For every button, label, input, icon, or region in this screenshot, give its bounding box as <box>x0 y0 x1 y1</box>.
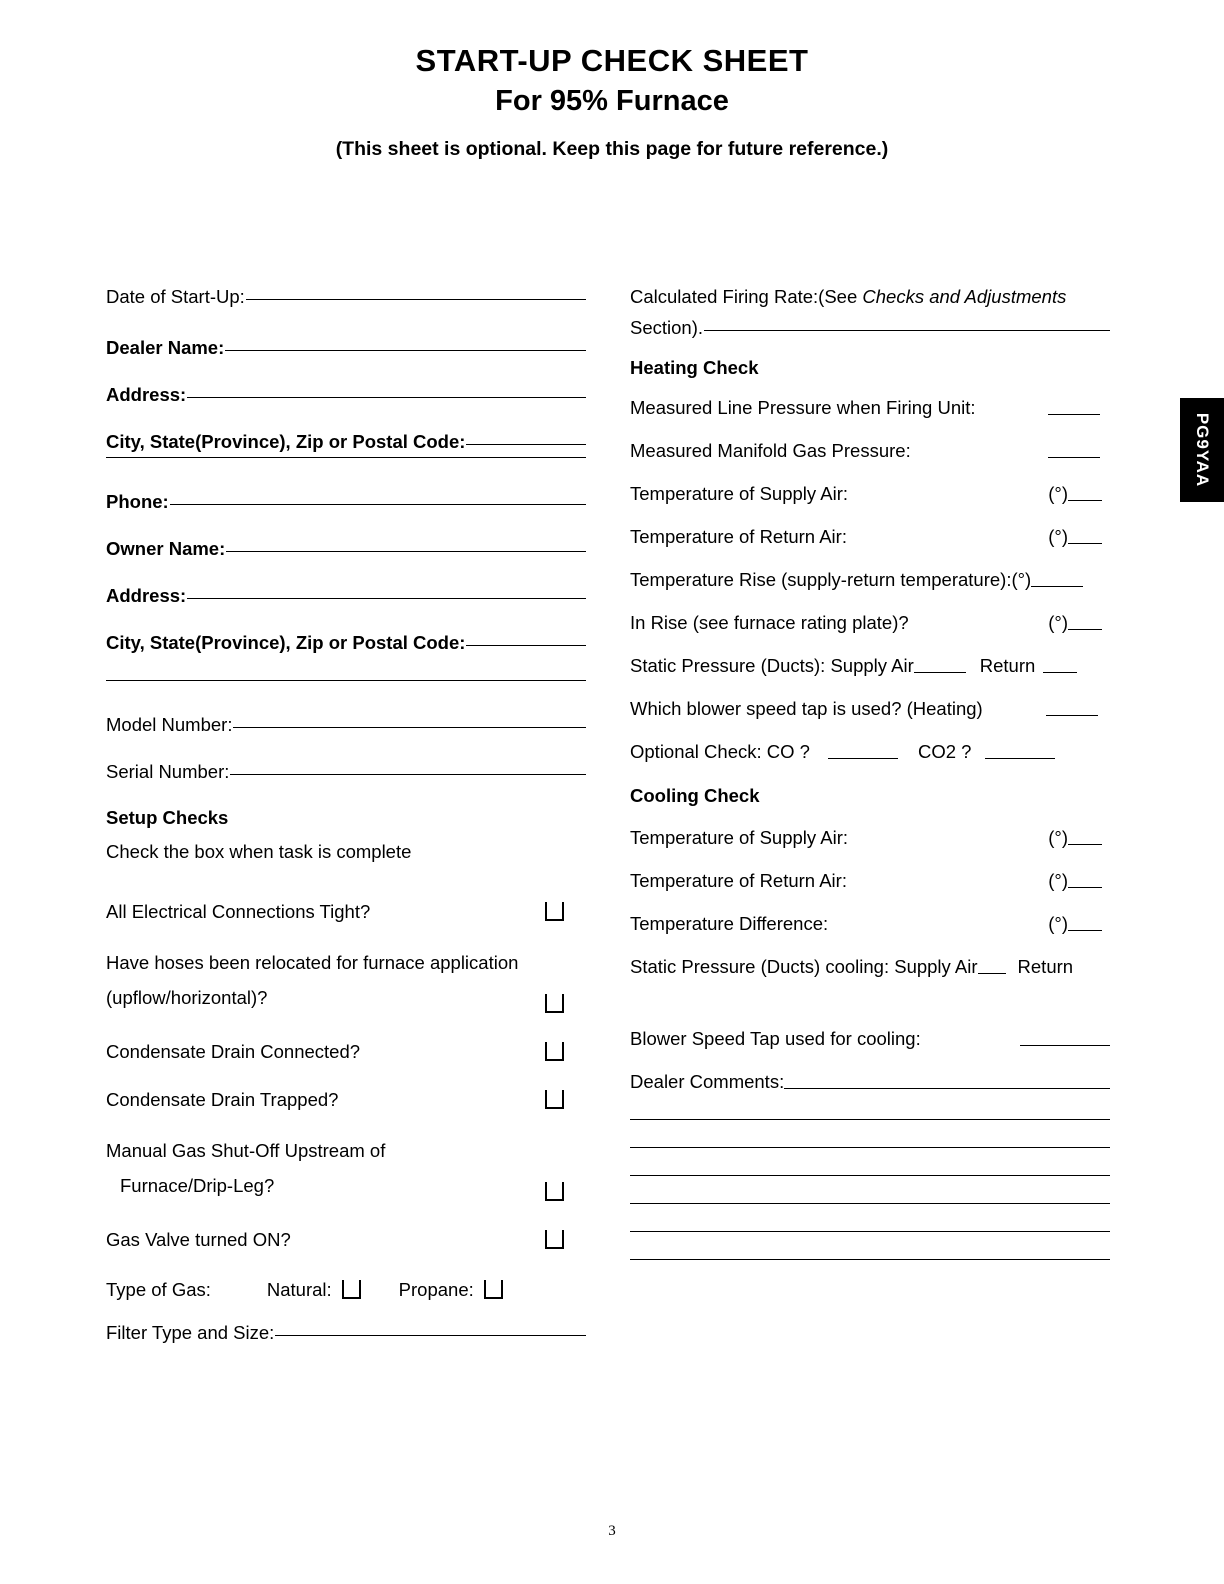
field-label: Temperature of Return Air: <box>630 525 847 547</box>
write-in-line[interactable] <box>1068 543 1102 544</box>
field-temperature-rise[interactable] <box>630 569 1110 591</box>
field-colon: : <box>162 490 169 512</box>
checkbox-natural-gas[interactable] <box>342 1280 361 1299</box>
write-in-line[interactable] <box>1048 414 1100 415</box>
field-cooling-return-air-temp[interactable] <box>630 870 1110 892</box>
check-condensate-drain-trapped[interactable] <box>106 1085 586 1111</box>
write-in-line[interactable] <box>1048 457 1100 458</box>
field-filter-type-size[interactable] <box>106 1321 586 1346</box>
degree-marker: (°) <box>1048 912 1068 934</box>
field-optional-check-co-co2[interactable] <box>630 741 1110 763</box>
checkbox[interactable] <box>545 1042 564 1061</box>
field-heating-supply-air-temp[interactable] <box>630 483 1110 505</box>
field-label: Static Pressure (Ducts): Supply Air <box>630 654 914 676</box>
field-label: Temperature Rise (supply-return temperature): <box>630 568 1012 590</box>
field-label: City, State(Province), Zip or Postal Code: <box>106 631 466 653</box>
write-in-line[interactable] <box>233 727 586 728</box>
check-label-line2: Furnace/Drip-Leg? <box>120 1175 275 1197</box>
field-calculated-firing-rate <box>630 285 1110 310</box>
cooling-check-heading: Cooling Check <box>630 784 760 806</box>
degree-marker: (°) <box>1048 826 1068 848</box>
return-label: Return <box>1017 955 1074 977</box>
comment-line[interactable] <box>630 1231 1110 1232</box>
field-label: In Rise (see furnace rating plate)? <box>630 611 909 633</box>
check-label-line1: Have hoses been relocated for furnace application <box>106 951 519 973</box>
firing-rate-label: Calculated Firing Rate:(See <box>630 286 863 307</box>
field-blower-speed-tap-cooling[interactable] <box>630 1028 1110 1050</box>
write-in-line[interactable] <box>1068 930 1102 931</box>
write-in-line[interactable] <box>1031 586 1083 587</box>
comment-line[interactable] <box>630 1119 1110 1120</box>
write-in-line[interactable] <box>466 444 586 445</box>
check-label: Gas Valve turned ON? <box>106 1229 291 1251</box>
firing-rate-label-line2: Section). <box>630 316 704 338</box>
page-note: (This sheet is optional. Keep this page for future reference.) <box>335 138 889 161</box>
field-label: Date of Start-Up: <box>106 286 245 307</box>
field-serial-number[interactable] <box>106 760 586 785</box>
write-in-line[interactable] <box>466 645 586 646</box>
field-dealer-city-state-zip[interactable] <box>106 430 586 455</box>
check-hoses-relocated[interactable] <box>106 945 586 1015</box>
field-colon: : <box>219 537 226 559</box>
page-subtitle: For 95% Furnace <box>495 84 729 117</box>
degree-marker: (°) <box>1048 869 1068 891</box>
field-label: Filter Type and Size: <box>106 1322 275 1344</box>
write-in-line[interactable] <box>1068 500 1102 501</box>
degree-marker: (°) <box>1048 611 1068 633</box>
write-in-line[interactable] <box>187 397 586 398</box>
write-in-line[interactable] <box>170 504 586 505</box>
check-electrical-connections[interactable] <box>106 897 586 923</box>
firing-rate-reference: Checks and Adjustments <box>862 286 1067 307</box>
write-in-line[interactable] <box>1046 715 1098 716</box>
field-type-of-gas[interactable] <box>106 1275 586 1301</box>
comment-line[interactable] <box>630 1147 1110 1148</box>
field-label: Temperature Difference: <box>630 912 829 934</box>
checkbox[interactable] <box>545 902 564 921</box>
write-in-line[interactable] <box>246 299 586 300</box>
return-label: Return <box>979 654 1036 676</box>
field-measured-line-pressure[interactable] <box>630 397 1110 419</box>
checkbox[interactable] <box>545 1230 564 1249</box>
degree-marker: (°) <box>1011 568 1032 590</box>
field-owner-address[interactable] <box>106 584 586 609</box>
page-number: 3 <box>608 1523 616 1539</box>
field-static-pressure-heating[interactable] <box>630 655 1110 677</box>
write-in-line[interactable] <box>704 330 1110 331</box>
write-in-line-continuation[interactable] <box>106 680 586 681</box>
check-label: Condensate Drain Trapped? <box>106 1088 339 1110</box>
write-in-line-co2[interactable] <box>985 758 1055 759</box>
field-heating-return-air-temp[interactable] <box>630 526 1110 548</box>
setup-checks-heading: Setup Checks <box>106 806 229 828</box>
field-label: Measured Line Pressure when Firing Unit: <box>630 396 976 418</box>
field-label: Phone <box>106 490 163 512</box>
field-label: Optional Check: CO ? <box>630 740 810 762</box>
field-label: Measured Manifold Gas Pressure: <box>630 439 911 461</box>
page-title: START-UP CHECK SHEET <box>415 43 809 78</box>
degree-marker: (°) <box>1048 525 1068 547</box>
write-in-line[interactable] <box>1068 844 1102 845</box>
field-static-pressure-cooling[interactable] <box>630 956 1110 978</box>
field-owner-city-state-zip[interactable] <box>106 631 586 656</box>
field-measured-manifold-pressure[interactable] <box>630 440 1110 462</box>
write-in-line-return[interactable] <box>1043 672 1077 673</box>
field-label: Static Pressure (Ducts) cooling: Supply Air <box>630 955 978 977</box>
gas-propane-label: Propane: <box>398 1279 474 1301</box>
field-label: Model Number: <box>106 713 233 735</box>
field-label: Temperature of Return Air: <box>630 869 847 891</box>
field-dealer-comments[interactable] <box>630 1071 1110 1093</box>
check-label: All Electrical Connections Tight? <box>106 900 371 922</box>
field-model-number[interactable] <box>106 713 586 738</box>
field-blower-speed-tap-heating[interactable] <box>630 698 1110 720</box>
check-condensate-drain-connected[interactable] <box>106 1037 586 1063</box>
field-label: Address <box>106 383 181 405</box>
field-in-rise[interactable] <box>630 612 1110 634</box>
write-in-line[interactable] <box>1068 629 1102 630</box>
field-label: Dealer Name <box>106 336 219 358</box>
checkbox-propane-gas[interactable] <box>484 1280 503 1299</box>
comment-line[interactable] <box>630 1203 1110 1204</box>
write-in-line-supply[interactable] <box>914 672 966 673</box>
write-in-line-supply[interactable] <box>978 973 1006 974</box>
field-label: Blower Speed Tap used for cooling: <box>630 1027 921 1049</box>
field-label: City, State(Province), Zip or Postal Code: <box>106 430 466 452</box>
left-column <box>106 285 586 1360</box>
field-label: Which blower speed tap is used? (Heating) <box>630 697 983 719</box>
degree-marker: (°) <box>1048 482 1068 504</box>
comment-line[interactable] <box>630 1259 1110 1260</box>
write-in-line[interactable] <box>226 551 586 552</box>
write-in-line-co[interactable] <box>828 758 898 759</box>
write-in-line[interactable] <box>1068 887 1102 888</box>
field-cooling-supply-air-temp[interactable] <box>630 827 1110 849</box>
side-tab-label: PG9YAA <box>1193 412 1212 488</box>
field-label: Serial Number: <box>106 760 230 782</box>
check-label-line1: Manual Gas Shut-Off Upstream of <box>106 1139 386 1161</box>
field-colon: : <box>180 383 187 405</box>
checkbox[interactable] <box>545 1182 564 1201</box>
field-date-of-startup[interactable] <box>106 285 586 310</box>
checkbox[interactable] <box>545 1090 564 1109</box>
write-in-line[interactable] <box>275 1335 586 1336</box>
field-phone[interactable] <box>106 490 586 515</box>
field-label: Temperature of Supply Air: <box>630 826 848 848</box>
field-label: Temperature of Supply Air: <box>630 482 848 504</box>
type-of-gas-label: Type of Gas: <box>106 1279 211 1301</box>
field-temperature-difference[interactable] <box>630 913 1110 935</box>
check-manual-gas-shutoff[interactable] <box>106 1133 586 1203</box>
side-tab-model-code <box>1180 398 1224 502</box>
field-label: Dealer Comments: <box>630 1070 785 1092</box>
check-label: Condensate Drain Connected? <box>106 1040 361 1062</box>
field-label: Address <box>106 584 181 606</box>
comment-line[interactable] <box>630 1175 1110 1176</box>
check-gas-valve-on[interactable] <box>106 1225 586 1251</box>
setup-checks-instruction: Check the box when task is complete <box>106 840 412 862</box>
write-in-line[interactable] <box>230 774 586 775</box>
co2-label: CO2 ? <box>917 740 972 762</box>
field-owner-name[interactable] <box>106 537 586 562</box>
write-in-line[interactable] <box>1020 1045 1110 1046</box>
field-dealer-name[interactable] <box>106 336 586 361</box>
field-colon: : <box>218 336 225 358</box>
field-colon: : <box>180 584 187 606</box>
right-column <box>630 285 1110 1287</box>
write-in-line[interactable] <box>784 1088 1110 1089</box>
write-in-line-continuation[interactable] <box>106 457 586 458</box>
checkbox[interactable] <box>545 994 564 1013</box>
heating-check-heading: Heating Check <box>630 356 759 378</box>
field-calculated-firing-rate-line2[interactable] <box>630 316 1110 341</box>
field-dealer-address[interactable] <box>106 383 586 408</box>
write-in-line[interactable] <box>187 598 586 599</box>
field-label: Owner Name <box>106 537 220 559</box>
write-in-line[interactable] <box>225 350 586 351</box>
gas-natural-label: Natural: <box>266 1279 332 1301</box>
check-label-line2: (upflow/horizontal)? <box>106 986 268 1008</box>
document-header <box>0 0 1224 161</box>
